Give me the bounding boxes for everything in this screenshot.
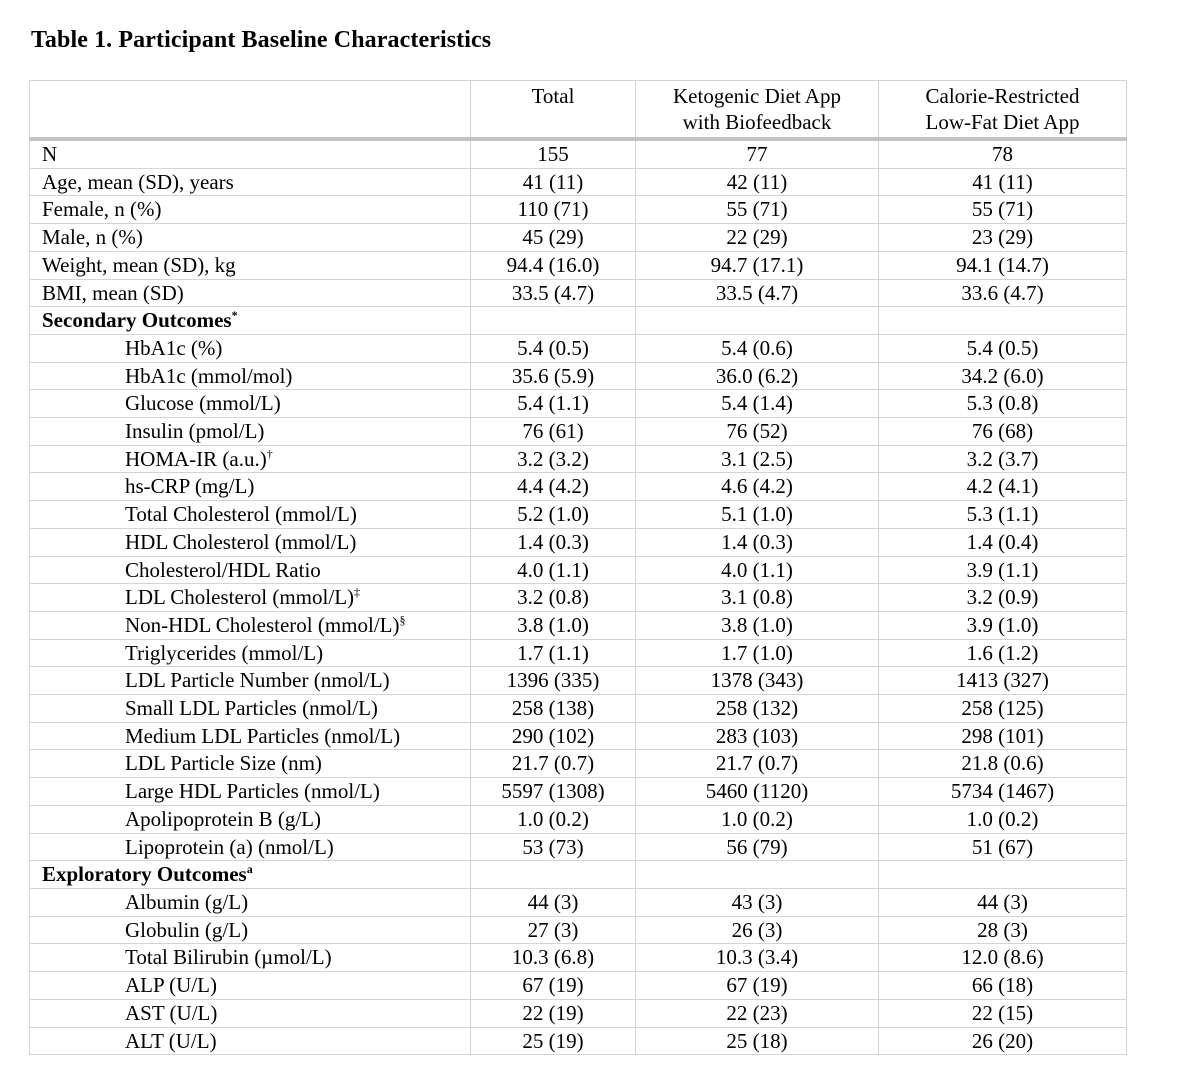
total-value: 110 (71) [471, 196, 636, 224]
row-label [30, 334, 471, 362]
total-value: 10.3 (6.8) [471, 944, 636, 972]
low-fat-value: 298 (101) [879, 722, 1127, 750]
ketogenic-value: 94.7 (17.1) [636, 251, 879, 279]
row-label [30, 667, 471, 695]
row-label [30, 418, 471, 446]
row-label-text: LDL Particle Size (nm) [125, 751, 322, 776]
footnote-mark: † [266, 446, 273, 461]
low-fat-value: 33.6 (4.7) [879, 279, 1127, 307]
row-label [30, 611, 471, 639]
row-label-text: Apolipoprotein B (g/L) [125, 806, 321, 831]
section-heading [30, 307, 471, 335]
table-row [30, 611, 1127, 639]
low-fat-value: 1.4 (0.4) [879, 528, 1127, 556]
row-label-text: LDL Particle Number (nmol/L) [125, 668, 390, 693]
footnote-mark: a [246, 862, 253, 877]
table-row [30, 667, 1127, 695]
total-value: 67 (19) [471, 972, 636, 1000]
row-label [30, 556, 471, 584]
row-label-text: Weight, mean (SD), kg [42, 252, 236, 277]
row-label-text: Glucose (mmol/L) [125, 391, 281, 416]
low-fat-value: 55 (71) [879, 196, 1127, 224]
row-label [30, 279, 471, 307]
low-fat-value: 5.3 (0.8) [879, 390, 1127, 418]
ketogenic-value: 22 (23) [636, 999, 879, 1027]
low-fat-value: 94.1 (14.7) [879, 251, 1127, 279]
row-label [30, 584, 471, 612]
total-value: 53 (73) [471, 833, 636, 861]
total-value: 5.4 (0.5) [471, 334, 636, 362]
header-total: Total [471, 81, 636, 140]
table-row [30, 695, 1127, 723]
ketogenic-value: 55 (71) [636, 196, 879, 224]
row-label-text: Lipoprotein (a) (nmol/L) [125, 834, 334, 859]
table-row [30, 224, 1127, 252]
header-ketogenic [636, 81, 879, 140]
row-label [30, 639, 471, 667]
row-label-text: N [42, 142, 58, 166]
row-label [30, 139, 471, 168]
low-fat-value: 28 (3) [879, 916, 1127, 944]
ketogenic-value: 22 (29) [636, 224, 879, 252]
ketogenic-value: 3.8 (1.0) [636, 611, 879, 639]
ketogenic-value: 36.0 (6.2) [636, 362, 879, 390]
row-label [30, 916, 471, 944]
total-value: 3.8 (1.0) [471, 611, 636, 639]
low-fat-value: 23 (29) [879, 224, 1127, 252]
ketogenic-value: 1.4 (0.3) [636, 528, 879, 556]
table-row [30, 722, 1127, 750]
row-label [30, 695, 471, 723]
total-value: 76 (61) [471, 418, 636, 446]
row-label-text: Cholesterol/HDL Ratio [125, 557, 321, 582]
ketogenic-value: 5460 (1120) [636, 778, 879, 806]
row-label-text: ALP (U/L) [125, 973, 217, 998]
table-row [30, 528, 1127, 556]
ketogenic-value: 3.1 (0.8) [636, 584, 879, 612]
ketogenic-value: 5.4 (0.6) [636, 334, 879, 362]
row-label-text: LDL Cholesterol (mmol/L) [125, 585, 355, 610]
total-value: 155 [471, 139, 636, 168]
table-row [30, 362, 1127, 390]
ketogenic-value: 67 (19) [636, 972, 879, 1000]
low-fat-value: 3.2 (0.9) [879, 584, 1127, 612]
low-fat-value: 5734 (1467) [879, 778, 1127, 806]
section-row-secondary [30, 307, 1127, 335]
total-value: 4.0 (1.1) [471, 556, 636, 584]
total-value: 33.5 (4.7) [471, 279, 636, 307]
header-ketogenic-line1: Ketogenic Diet App [673, 84, 841, 108]
total-value: 94.4 (16.0) [471, 251, 636, 279]
row-label-text: Male, n (%) [42, 225, 143, 250]
table-row [30, 888, 1127, 916]
table-row [30, 501, 1127, 529]
total-value: 45 (29) [471, 224, 636, 252]
ketogenic-value: 1.7 (1.0) [636, 639, 879, 667]
row-label [30, 1027, 471, 1055]
header-low-fat-line2: Low-Fat Diet App [925, 110, 1080, 134]
row-label-text: Age, mean (SD), years [42, 169, 234, 194]
header-low-fat-line1: Calorie-Restricted [925, 84, 1080, 108]
row-label [30, 972, 471, 1000]
section-row-exploratory [30, 861, 1127, 889]
low-fat-value: 41 (11) [879, 168, 1127, 196]
low-fat-value: 1413 (327) [879, 667, 1127, 695]
row-label-text: BMI, mean (SD) [42, 280, 184, 305]
total-value: 1.0 (0.2) [471, 805, 636, 833]
row-label [30, 999, 471, 1027]
total-value: 21.7 (0.7) [471, 750, 636, 778]
table-row [30, 473, 1127, 501]
row-label-text: Small LDL Particles (nmol/L) [125, 696, 378, 721]
row-label [30, 888, 471, 916]
table-body [30, 139, 1127, 1055]
ketogenic-value: 3.1 (2.5) [636, 445, 879, 473]
footnote-mark: ‡ [354, 585, 361, 600]
table-row [30, 999, 1127, 1027]
table-row [30, 196, 1127, 224]
ketogenic-value: 25 (18) [636, 1027, 879, 1055]
row-label [30, 528, 471, 556]
row-label-text: Total Bilirubin (µmol/L) [125, 945, 332, 970]
table-row [30, 916, 1127, 944]
ketogenic-value: 76 (52) [636, 418, 879, 446]
total-value: 27 (3) [471, 916, 636, 944]
low-fat-value: 3.9 (1.1) [879, 556, 1127, 584]
table-row [30, 334, 1127, 362]
row-label-text: Female, n (%) [42, 197, 162, 222]
row-label-text: Non-HDL Cholesterol (mmol/L) [125, 612, 400, 637]
header-ketogenic-line2: with Biofeedback [682, 110, 832, 134]
table-row [30, 972, 1127, 1000]
row-label [30, 501, 471, 529]
row-label-text: Triglycerides (mmol/L) [125, 640, 324, 665]
row-label [30, 196, 471, 224]
row-label [30, 944, 471, 972]
table-row [30, 778, 1127, 806]
baseline-characteristics-table [29, 80, 1127, 1055]
low-fat-value: 21.8 (0.6) [879, 750, 1127, 778]
empty-cell [636, 307, 879, 335]
empty-cell [471, 861, 636, 889]
row-label [30, 224, 471, 252]
row-label-text: Globulin (g/L) [125, 917, 249, 942]
row-label-text: hs-CRP (mg/L) [125, 474, 255, 499]
total-value: 5.2 (1.0) [471, 501, 636, 529]
total-value: 1.4 (0.3) [471, 528, 636, 556]
ketogenic-value: 283 (103) [636, 722, 879, 750]
table-row [30, 390, 1127, 418]
table-row [30, 251, 1127, 279]
ketogenic-value: 258 (132) [636, 695, 879, 723]
row-label-text: Medium LDL Particles (nmol/L) [125, 723, 401, 748]
ketogenic-value: 33.5 (4.7) [636, 279, 879, 307]
low-fat-value: 34.2 (6.0) [879, 362, 1127, 390]
header-blank [30, 81, 471, 140]
table-row [30, 584, 1127, 612]
section-heading [30, 861, 471, 889]
row-label [30, 722, 471, 750]
row-label-text: Insulin (pmol/L) [125, 419, 265, 444]
low-fat-value: 1.6 (1.2) [879, 639, 1127, 667]
row-label-text: ALT (U/L) [125, 1028, 217, 1053]
row-label [30, 251, 471, 279]
row-label [30, 778, 471, 806]
total-value: 25 (19) [471, 1027, 636, 1055]
total-value: 4.4 (4.2) [471, 473, 636, 501]
total-value: 3.2 (0.8) [471, 584, 636, 612]
row-label [30, 362, 471, 390]
row-label [30, 833, 471, 861]
section-heading-text: Secondary Outcomes [42, 308, 232, 333]
table-row [30, 279, 1127, 307]
header-row [30, 81, 1127, 140]
total-value: 1.7 (1.1) [471, 639, 636, 667]
low-fat-value: 4.2 (4.1) [879, 473, 1127, 501]
row-label-text: HbA1c (mmol/mol) [125, 363, 293, 388]
low-fat-value: 3.2 (3.7) [879, 445, 1127, 473]
ketogenic-value: 1378 (343) [636, 667, 879, 695]
ketogenic-value: 4.0 (1.1) [636, 556, 879, 584]
table-row [30, 556, 1127, 584]
table-row [30, 944, 1127, 972]
empty-cell [879, 307, 1127, 335]
ketogenic-value: 1.0 (0.2) [636, 805, 879, 833]
table-row [30, 168, 1127, 196]
section-heading-text: Exploratory Outcomes [42, 862, 247, 887]
total-value: 1396 (335) [471, 667, 636, 695]
row-label [30, 473, 471, 501]
row-label-text: AST (U/L) [125, 1000, 218, 1025]
header-low-fat [879, 81, 1127, 140]
footnote-mark: § [399, 612, 406, 627]
low-fat-value: 44 (3) [879, 888, 1127, 916]
table-row [30, 805, 1127, 833]
footnote-mark: * [231, 308, 238, 323]
total-value: 44 (3) [471, 888, 636, 916]
low-fat-value: 66 (18) [879, 972, 1127, 1000]
table-row [30, 418, 1127, 446]
row-label [30, 390, 471, 418]
low-fat-value: 22 (15) [879, 999, 1127, 1027]
table-row [30, 445, 1127, 473]
low-fat-value: 258 (125) [879, 695, 1127, 723]
total-value: 22 (19) [471, 999, 636, 1027]
row-label-text: Albumin (g/L) [125, 889, 249, 914]
row-label [30, 750, 471, 778]
total-value: 290 (102) [471, 722, 636, 750]
ketogenic-value: 42 (11) [636, 168, 879, 196]
total-value: 5.4 (1.1) [471, 390, 636, 418]
row-label-text: HOMA-IR (a.u.) [125, 446, 267, 471]
ketogenic-value: 43 (3) [636, 888, 879, 916]
ketogenic-value: 5.1 (1.0) [636, 501, 879, 529]
table-row [30, 833, 1127, 861]
row-label-text: HDL Cholesterol (mmol/L) [125, 529, 357, 554]
table-row [30, 139, 1127, 168]
row-label [30, 805, 471, 833]
total-value: 258 (138) [471, 695, 636, 723]
total-value: 5597 (1308) [471, 778, 636, 806]
ketogenic-value: 5.4 (1.4) [636, 390, 879, 418]
ketogenic-value: 10.3 (3.4) [636, 944, 879, 972]
low-fat-value: 5.4 (0.5) [879, 334, 1127, 362]
ketogenic-value: 77 [636, 139, 879, 168]
table-row [30, 639, 1127, 667]
ketogenic-value: 21.7 (0.7) [636, 750, 879, 778]
row-label [30, 168, 471, 196]
row-label-text: HbA1c (%) [125, 335, 223, 360]
table-title: Table 1. Participant Baseline Characteristics [31, 27, 492, 53]
low-fat-value: 3.9 (1.0) [879, 611, 1127, 639]
row-label-text: Total Cholesterol (mmol/L) [125, 502, 357, 527]
total-value: 35.6 (5.9) [471, 362, 636, 390]
low-fat-value: 12.0 (8.6) [879, 944, 1127, 972]
low-fat-value: 5.3 (1.1) [879, 501, 1127, 529]
row-label-text: Large HDL Particles (nmol/L) [125, 779, 380, 804]
low-fat-value: 76 (68) [879, 418, 1127, 446]
ketogenic-value: 26 (3) [636, 916, 879, 944]
total-value: 41 (11) [471, 168, 636, 196]
total-value: 3.2 (3.2) [471, 445, 636, 473]
low-fat-value: 78 [879, 139, 1127, 168]
empty-cell [636, 861, 879, 889]
low-fat-value: 1.0 (0.2) [879, 805, 1127, 833]
table-row [30, 750, 1127, 778]
ketogenic-value: 56 (79) [636, 833, 879, 861]
low-fat-value: 51 (67) [879, 833, 1127, 861]
row-label [30, 445, 471, 473]
empty-cell [471, 307, 636, 335]
table-row [30, 1027, 1127, 1055]
empty-cell [879, 861, 1127, 889]
ketogenic-value: 4.6 (4.2) [636, 473, 879, 501]
low-fat-value: 26 (20) [879, 1027, 1127, 1055]
